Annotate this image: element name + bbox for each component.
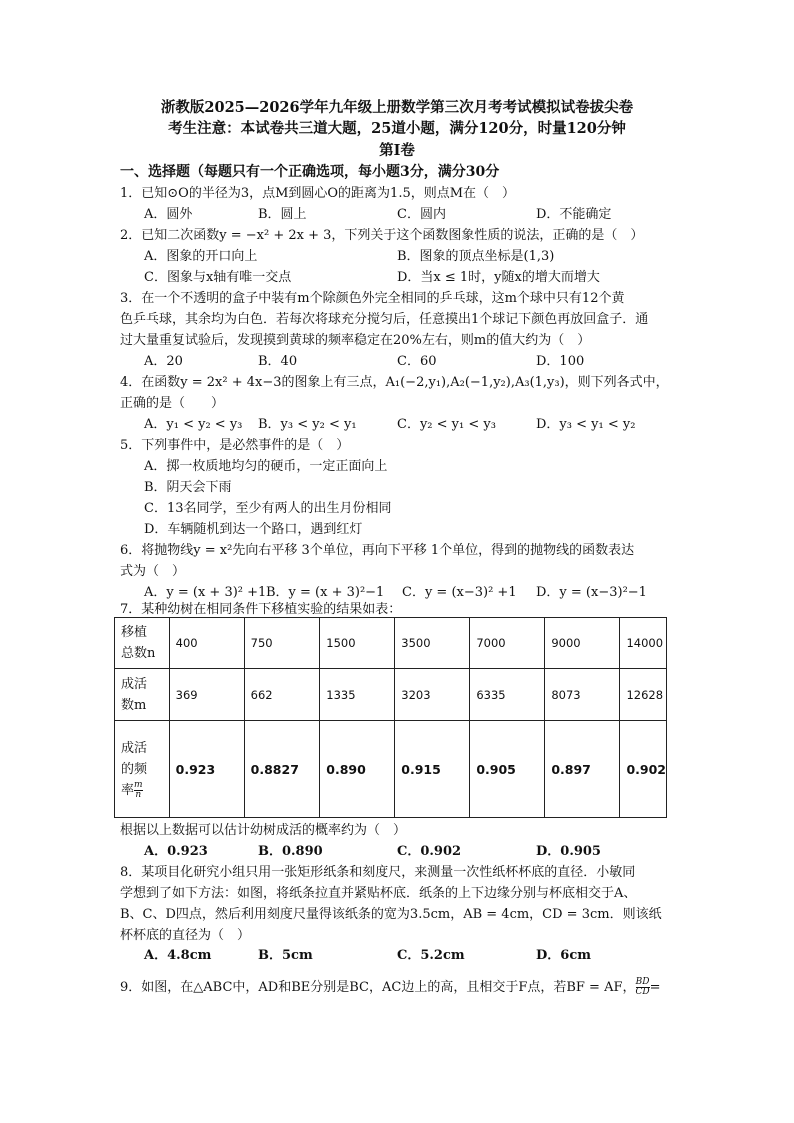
question-9-stem	[120, 976, 661, 997]
table-cell: 0.902	[620, 721, 667, 818]
q2-option-a: A．图象的开口向上	[144, 249, 258, 264]
question-3-line-3: 过大量重复试验后，发现摸到黄球的频率稳定在20%左右，则m的值大约为（ ）	[120, 333, 591, 348]
q3-option-a: A．20	[144, 354, 183, 369]
q8-option-b: B．5cm	[258, 948, 313, 963]
row-label-line: 成活	[121, 740, 148, 756]
q2-option-c: C．图象与x轴有唯一交点	[144, 270, 292, 285]
table-cell: 0.915	[395, 721, 470, 818]
question-6-line-1: 6．将抛物线y = x²先向右平移 3个单位，再向下平移 1个单位，得到的抛物线的函数表达	[120, 543, 635, 558]
row-label-line: 移植	[121, 625, 148, 640]
question-4-line-1: 4．在函数y = 2x² + 4x−3的图象上有三点，A₁(−2,y₁),A₂(−1,y₂),A₃(1,y₃)，则下列各式中，	[120, 375, 669, 390]
fraction-denominator: CD	[635, 987, 650, 997]
question-7-stem: 7．某种幼树在相同条件下移植实验的结果如表：	[120, 602, 402, 617]
question-8-line-4: 杯杯底的直径为（ ）	[120, 928, 251, 943]
q7-option-b: B．0.890	[258, 844, 323, 859]
question-4-line-2: 正确的是（ ）	[120, 396, 225, 411]
q1-option-a: A．圆外	[144, 207, 193, 222]
table-row	[115, 618, 667, 669]
section-heading: 一、选择题（每题只有一个正确选项，每小题3分，满分30分	[120, 164, 500, 180]
table-row	[115, 721, 667, 818]
q6-option-d: D．y = (x−3)²−1	[536, 585, 647, 600]
table-cell: 3203	[395, 669, 470, 721]
q4-option-d: D．y₃ < y₁ < y₂	[536, 417, 636, 432]
table-cell: 6335	[470, 669, 545, 721]
table-cell: 7000	[470, 618, 545, 669]
table-cell: 0.890	[320, 721, 395, 818]
q1-option-d: D．不能确定	[536, 207, 612, 222]
q8-option-c: C．5.2cm	[397, 948, 465, 963]
fraction	[134, 781, 143, 800]
q2-option-b: B．图象的顶点坐标是(1,3)	[397, 249, 555, 264]
q6-option-a: A．y = (x + 3)² +1	[144, 585, 267, 600]
q4-option-b: B．y₃ < y₂ < y₁	[258, 417, 357, 432]
question-9-text: 9．如图，在△ABC中，AD和BE分别是BC，AC边上的高，且相交于F点，若BF = AF，	[120, 980, 636, 995]
volume-label: 第Ⅰ卷	[379, 142, 415, 159]
row-label-survived	[115, 669, 170, 721]
fraction-numerator: BD	[635, 977, 650, 987]
table-cell: 14000	[620, 618, 667, 669]
question-8-line-3: B、C、D四点，然后利用刻度尺量得该纸条的宽为3.5cm，AB = 4cm，CD = 3cm．则该纸	[120, 907, 662, 922]
q1-option-b: B．圆上	[258, 207, 307, 222]
table-row	[115, 669, 667, 721]
q6-option-b: B．y = (x + 3)²−1	[266, 585, 385, 600]
q5-option-b: B．阴天会下雨	[144, 480, 232, 495]
q3-option-c: C．60	[397, 354, 437, 369]
question-3-line-1: 3．在一个不透明的盒子中装有m个除颜色外完全相同的乒乓球，这m个球中只有12个黄	[120, 291, 625, 306]
q6-option-c: C．y = (x−3)² +1	[402, 585, 517, 600]
survival-table	[114, 617, 667, 818]
table-cell: 400	[169, 618, 244, 669]
table-cell: 3500	[395, 618, 470, 669]
q2-option-d: D．当x ≤ 1时，y随x的增大而增大	[397, 270, 600, 285]
row-label-line: 成活	[121, 676, 148, 692]
question-7-after: 根据以上数据可以估计幼树成活的概率约为（ ）	[120, 823, 407, 838]
q4-option-a: A．y₁ < y₂ < y₃	[144, 417, 243, 432]
q7-option-d: D．0.905	[536, 844, 601, 859]
q4-option-c: C．y₂ < y₁ < y₃	[397, 417, 496, 432]
question-8-line-1: 8．某项目化研究小组只用一张矩形纸条和刻度尺，来测量一次性纸杯杯底的直径．小敏同	[120, 865, 636, 880]
question-5-stem: 5．下列事件中，是必然事件的是（ ）	[120, 438, 350, 453]
q5-option-c: C．13名同学，至少有两人的出生月份相同	[144, 501, 392, 516]
q7-option-c: C．0.902	[397, 844, 462, 859]
table-cell: 0.905	[470, 721, 545, 818]
row-label-line: 的频	[121, 761, 148, 777]
question-3-line-2: 色乒乓球，其余均为白色．若每次将球充分搅匀后，任意摸出1个球记下颜色再放回盒子．通	[120, 312, 649, 327]
exam-notice: 考生注意：本试卷共三道大题，25道小题，满分120分，时量120分钟	[168, 120, 626, 137]
q5-option-d: D．车辆随机到达一个路口，遇到红灯	[144, 522, 363, 537]
q8-option-a: A．4.8cm	[144, 948, 212, 963]
table-cell: 1500	[320, 618, 395, 669]
q3-option-d: D．100	[536, 354, 585, 369]
question-8-line-2: 学想到了如下方法：如图，将纸条拉直并紧贴杯底．纸条的上下边缘分别与杯底相交于A、	[120, 886, 637, 901]
table-cell: 9000	[545, 618, 620, 669]
table-cell: 662	[244, 669, 320, 721]
q5-option-a: A．掷一枚质地均匀的硬币，一定正面向上	[144, 459, 388, 474]
table-cell: 369	[169, 669, 244, 721]
question-6-line-2: 式为（ ）	[120, 564, 186, 579]
q8-option-d: D．6cm	[536, 948, 591, 963]
row-label-frequency	[115, 721, 170, 818]
question-2-stem: 2．已知二次函数y = −x² + 2x + 3，下列关于这个函数图象性质的说法，正确的是（ ）	[120, 228, 644, 243]
question-1-stem: 1．已知⊙O的半径为3，点M到圆心O的距离为1.5，则点M在（ ）	[120, 186, 516, 201]
fraction-numerator: m	[134, 779, 143, 790]
fraction-denominator: n	[135, 789, 142, 800]
question-9-tail: =	[649, 980, 661, 995]
row-label-line: 总数n	[121, 646, 156, 661]
table-cell: 12628	[620, 669, 667, 721]
table-cell: 750	[244, 618, 320, 669]
row-label-frac-line: 率 $\frac{m}{n}$	[121, 779, 143, 800]
table-cell: 1335	[320, 669, 395, 721]
row-label-total	[115, 618, 170, 669]
table-cell: 8073	[545, 669, 620, 721]
q3-option-b: B．40	[258, 354, 298, 369]
row-label-line: 数m	[121, 697, 147, 713]
q7-option-a: A．0.923	[144, 844, 208, 859]
table-cell: 0.8827	[244, 721, 320, 818]
table-cell: 0.923	[169, 721, 244, 818]
q1-option-c: C．圆内	[397, 207, 446, 222]
table-cell: 0.897	[545, 721, 620, 818]
exam-title: 浙教版2025—2026学年九年级上册数学第三次月考考试模拟试卷拔尖卷	[160, 99, 634, 116]
fraction-bd-cd	[636, 978, 650, 997]
